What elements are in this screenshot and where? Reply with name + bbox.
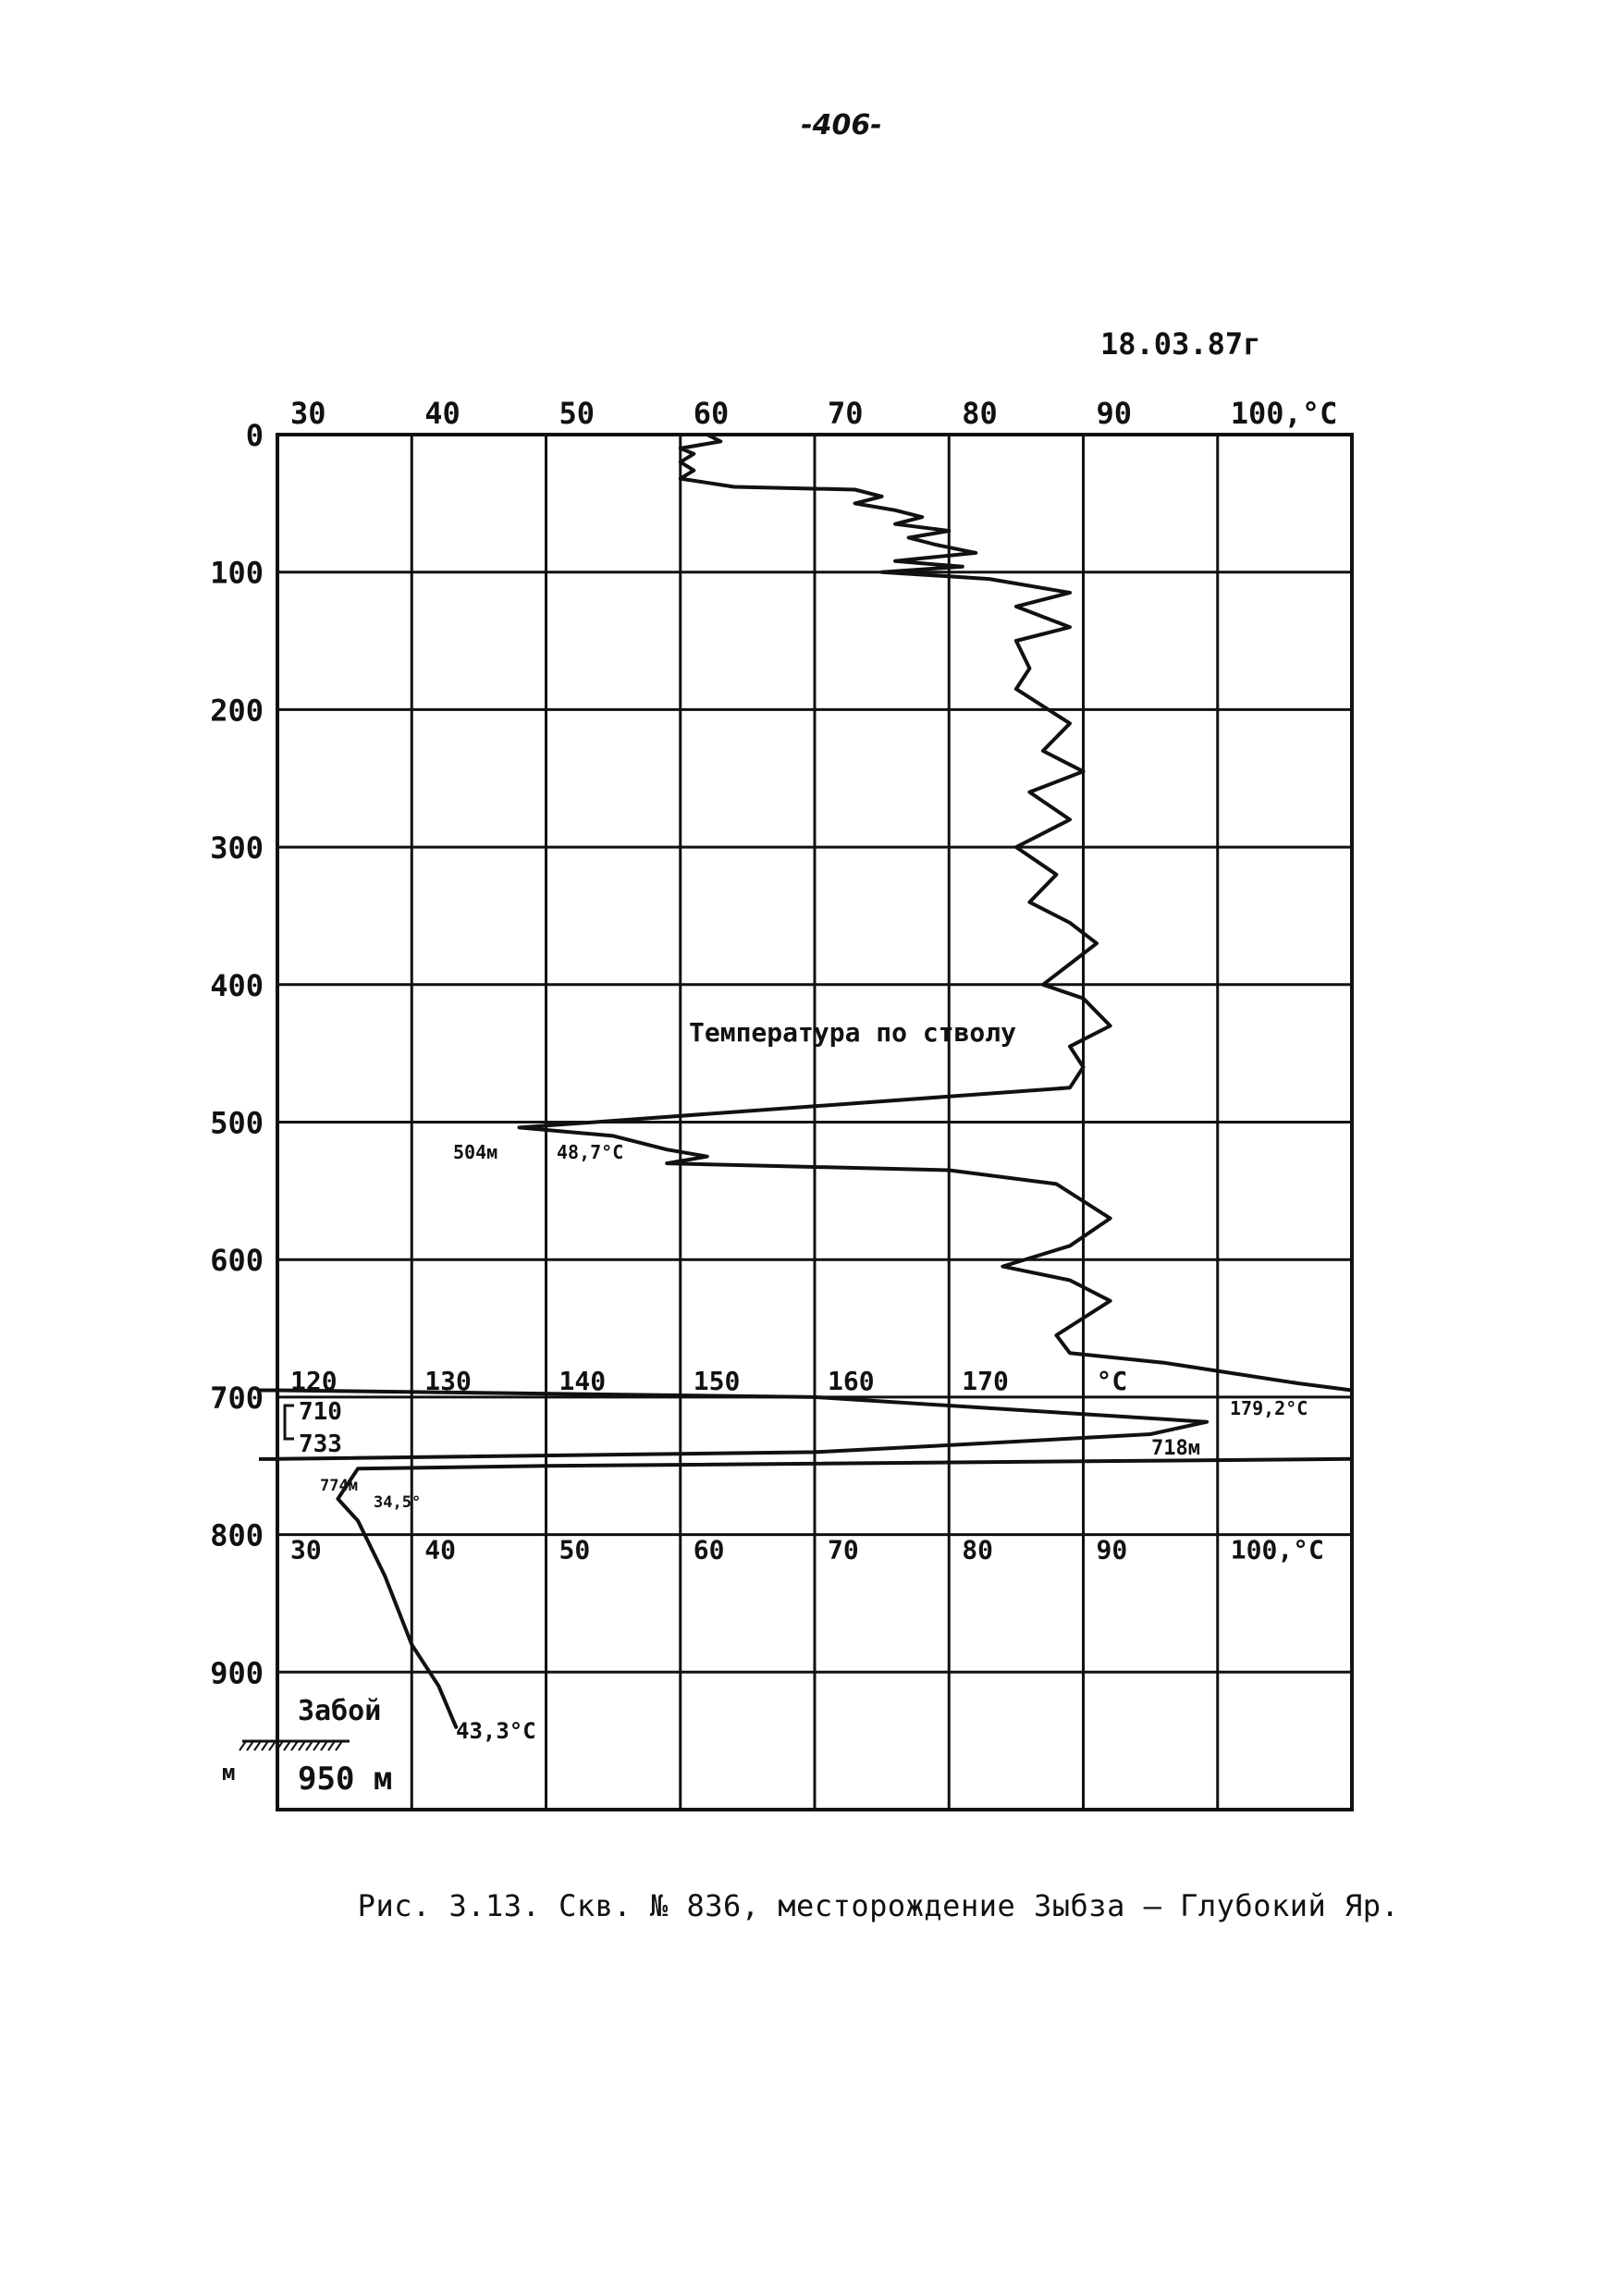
annotation-zaboy: Забой <box>298 1695 382 1727</box>
y-tick-label: 700 <box>210 1380 264 1416</box>
x-middle-tick-label: 120 <box>290 1365 338 1396</box>
x-middle-tick-label: 130 <box>424 1365 472 1396</box>
x-middle-tick-label: 140 <box>559 1365 607 1396</box>
y-tick-label: 200 <box>210 693 264 729</box>
figure-caption: Рис. 3.13. Скв. № 836, месторождение Зыбза – Глубокий Яр. <box>357 1888 1400 1923</box>
y-tick-label: 0 <box>245 418 264 453</box>
series-line-lower <box>338 1459 1352 1727</box>
x-middle-tick-label: 170 <box>962 1365 1009 1396</box>
x-top-tick-label: 70 <box>828 396 864 431</box>
x-lower-tick-label: 90 <box>1096 1534 1128 1565</box>
x-top-tick-label: 30 <box>290 396 326 431</box>
annotation-718m: 718м <box>1151 1437 1200 1460</box>
annotation-504m: 504м <box>453 1141 498 1163</box>
chart-grid <box>277 435 1352 1810</box>
bracket-710-733 <box>285 1406 294 1439</box>
x-lower-tick-label: 50 <box>559 1534 591 1565</box>
x-lower-tick-label: 80 <box>962 1534 993 1565</box>
annotation-774m: 774м <box>320 1477 358 1495</box>
annotation-43-3: 43,3°С <box>456 1718 536 1744</box>
annotation-34-5: 34,5° <box>374 1493 422 1512</box>
y-tick-label: 500 <box>210 1105 264 1141</box>
series-line-middle <box>277 1391 1207 1459</box>
x-top-tick-label: 80 <box>962 396 998 431</box>
date-label: 18.03.87г <box>1100 326 1261 362</box>
y-tick-label: 800 <box>210 1517 264 1553</box>
x-lower-tick-label: 100,°С <box>1230 1534 1324 1565</box>
y-axis-unit-label: м <box>222 1760 236 1786</box>
x-middle-tick-label: 160 <box>828 1365 875 1396</box>
x-top-tick-label: 40 <box>424 396 461 431</box>
x-lower-tick-label: 30 <box>290 1534 322 1565</box>
chart-title: Температура по стволу <box>689 1017 1017 1048</box>
series-line-top <box>520 435 1353 1391</box>
annotation-733: 733 <box>299 1430 342 1458</box>
y-tick-label: 300 <box>210 830 264 866</box>
y-tick-label: 600 <box>210 1243 264 1279</box>
x-lower-tick-label: 60 <box>693 1534 725 1565</box>
y-tick-label: 400 <box>210 967 264 1003</box>
page-number: -406- <box>801 109 882 141</box>
y-tick-label: 100 <box>210 555 264 591</box>
annotation-48-7: 48,7°С <box>557 1141 624 1163</box>
x-top-tick-label: 100,°С <box>1230 396 1338 431</box>
x-lower-tick-label: 70 <box>828 1534 859 1565</box>
x-middle-tick-label: °С <box>1096 1365 1128 1396</box>
x-top-tick-label: 90 <box>1096 396 1133 431</box>
x-middle-tick-label: 150 <box>693 1365 741 1396</box>
zaboy-hatch <box>239 1741 350 1750</box>
x-top-tick-label: 50 <box>559 396 596 431</box>
y-tick-label: 900 <box>210 1655 264 1691</box>
annotation-710: 710 <box>299 1398 342 1426</box>
bottom-depth-label: 950 м <box>298 1761 393 1798</box>
annotation-179-2: 179,2°С <box>1230 1397 1308 1419</box>
x-top-tick-label: 60 <box>693 396 730 431</box>
x-lower-tick-label: 40 <box>424 1534 456 1565</box>
